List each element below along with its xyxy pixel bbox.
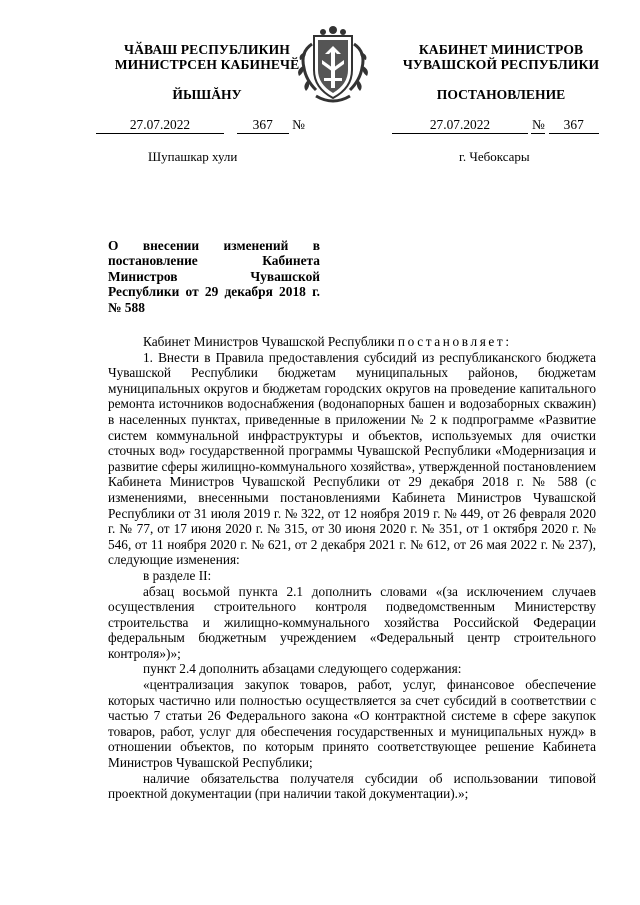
number-left: 367	[237, 117, 289, 134]
header-right-authority	[376, 42, 626, 72]
header-right-line1: КАБИНЕТ МИНИСТРОВ	[418, 42, 584, 57]
body-paragraph-4: пункт 2.4 дополнить абзацами следующего содержания:	[143, 661, 462, 677]
header-left-authority	[82, 42, 332, 72]
intro-spaced-text: постановляет:	[397, 334, 512, 349]
date-number-right	[392, 117, 599, 134]
body-paragraph-5: «централизация закупок товаров, работ, услуг, финансовое обеспечение которых частично или полностью осуществляется за счет субсидий в соответствии с частью 7 статьи 26 Федерального закона «О контрактной системе в сфере закупок товаров, работ, услуг для обеспечения государственных и муниципальных нужд» в отношении объектов, по которым принято соответствующее решение Кабинета Министров Чувашской Республики;	[108, 677, 596, 771]
number-right: 367	[549, 117, 599, 134]
header-right-doc-type: ПОСТАНОВЛЕНИЕ	[436, 87, 566, 102]
body-paragraph-2: в разделе II:	[143, 567, 212, 583]
header-right-line2: ЧУВАШСКОЙ РЕСПУБЛИКИ	[402, 57, 600, 72]
city-right: г. Чебоксары	[459, 149, 530, 164]
date-number-left	[96, 117, 305, 134]
intro-paragraph	[108, 334, 596, 350]
body-paragraph-1: 1. Внести в Правила предоставления субсидий из республиканского бюджета Чувашской Республики бюджетам муниципальных районов, бюджетам муниципальных округов и бюджетам городских округов на проведение капитального ремонта источников водоснабжения (водонапорных башен и водозаборных скважин) в населенных пунктах, приведенные в приложении № 2 к подпрограмме «Развитие систем коммунальной инфраструктуры и объектов, используемых для очистки сточных вод» государственной программы Чувашской Республики «Модернизация и развитие сферы жилищно-коммунального хозяйства», утвержденной постановлением Кабинета Министров Чувашской Республики от 29 декабря 2018 г. № 588 (с изменениями, внесенными постановлениями Кабинета Министров Чувашской Республики от 31 июля 2019 г. № 322, от 12 ноября 2019 г. № 449, от 26 февраля 2020 г. № 77, от 17 июня 2020 г. № 315, от 30 июня 2020 г. № 351, от 1 октября 2020 г. № 546, от 11 ноября 2020 г. № 621, от 2 декабря 2021 г. № 612, от 26 мая 2022 г. № 237), следующие изменения:	[108, 349, 596, 568]
number-sign-left: №	[292, 117, 305, 132]
city-left: Шупашкар хули	[148, 149, 238, 164]
body-paragraph-6: наличие обязательства получателя субсидии об использовании типовой проектной документации (при наличии такой документации).»;	[108, 770, 596, 802]
document-body	[108, 334, 596, 802]
body-paragraph-3: абзац восьмой пункта 2.1 дополнить словами «(за исключением случаев осуществления строительного контроля подведомственным Министерству строительства и жилищно-коммунального хозяйства Российской Федерации федеральным бюджетным учреждением «Федеральный центр строительного контроля»)»;	[108, 583, 596, 661]
header-left-line1: ЧӐВАШ РЕСПУБЛИКИН	[124, 42, 290, 57]
date-left: 27.07.2022	[96, 117, 224, 134]
document-title: О внесении изменений в постановление Кабинета Министров Чувашской Республики от 29 декабря 2018 г. № 588	[108, 238, 320, 315]
number-sign-right: №	[531, 117, 545, 132]
date-right: 27.07.2022	[392, 117, 528, 134]
header-left-line2: МИНИСТРСЕН КАБИНЕЧӖ	[114, 57, 300, 72]
intro-text: Кабинет Министров Чувашской Республики	[143, 334, 395, 349]
header-left-doc-type: ЙЫШĂНУ	[172, 87, 242, 102]
chuvashia-coat-of-arms-icon	[296, 22, 370, 106]
